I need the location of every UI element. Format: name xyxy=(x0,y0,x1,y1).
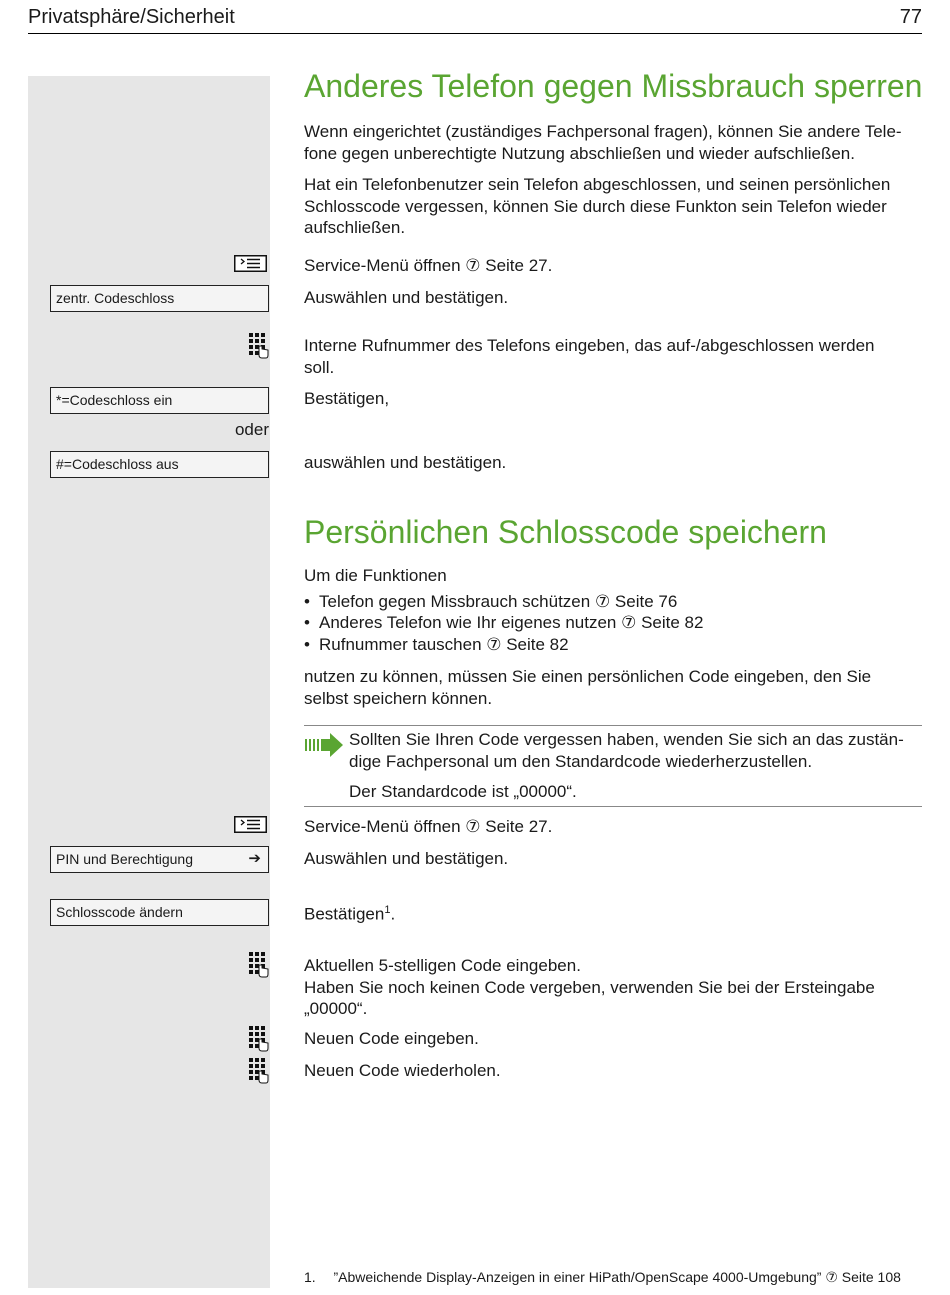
para2-line2: Schlosscode vergessen, können Sie durch diese Funkton sein Telefon wieder xyxy=(304,196,887,216)
step-service-menu-1: Service-Menü öffnen ⑦ Seite 27. xyxy=(304,256,553,275)
display-item-codeschloss-ein[interactable] xyxy=(50,387,269,414)
display-item-schlosscode-aendern[interactable] xyxy=(50,899,269,926)
section2-outro xyxy=(304,666,924,709)
step-confirm-text: Bestätigen xyxy=(304,904,385,924)
note-bottom-rule xyxy=(304,806,922,807)
display-item-label: Schlosscode ändern xyxy=(56,904,183,920)
outro-line2: selbst speichern können. xyxy=(304,688,493,708)
section2-intro: Um die Funktionen xyxy=(304,566,447,585)
display-item-codeschloss-aus[interactable] xyxy=(50,451,269,478)
note-top-rule xyxy=(304,725,922,726)
footnote-text: ”Abweichende Display-Anzeigen in einer HiPath/OpenScape 4000-Umgebung” ⑦ Seite 108 xyxy=(333,1269,901,1285)
para1-line1: Wenn eingerichtet (zuständiges Fachpersonal fragen), können Sie andere Tele- xyxy=(304,122,902,141)
display-item-label: zentr. Codeschloss xyxy=(56,290,175,306)
bullet-text: Anderes Telefon wie Ihr eigenes nutzen ⑦ Seite 82 xyxy=(319,613,704,632)
step-select-confirm: auswählen und bestätigen. xyxy=(304,453,507,472)
step-number-line2: soll. xyxy=(304,357,335,377)
step-current-line1: Aktuellen 5-stelligen Code eingeben. xyxy=(304,956,581,975)
bullet-dot: • xyxy=(304,613,310,632)
step-confirm-end: . xyxy=(390,904,396,924)
keypad-icon xyxy=(249,1058,269,1084)
note-line1: Sollten Sie Ihren Code vergessen haben, wenden Sie sich an das zustän- xyxy=(349,730,904,749)
arrow-right-icon: ➔ xyxy=(248,850,261,867)
section1-heading: Anderes Telefon gegen Missbrauch sperren xyxy=(304,68,923,104)
keypad-icon xyxy=(249,1026,269,1052)
menu-key-icon xyxy=(234,816,267,833)
note-line2: dige Fachpersonal um den Standardcode wiederherzustellen. xyxy=(349,751,813,771)
step-current-line2: Haben Sie noch keinen Code vergeben, verwenden Sie bei der Ersteingabe xyxy=(304,977,875,997)
display-item-codeschloss[interactable] xyxy=(50,285,269,312)
bullet-item xyxy=(304,634,569,656)
bullet-dot: • xyxy=(304,635,310,654)
page-number: 77 xyxy=(899,6,922,28)
bullet-item xyxy=(304,612,703,634)
step-current-line3: „00000“. xyxy=(304,999,368,1018)
step-number-line1: Interne Rufnummer des Telefons eingeben, das auf-/abgeschlossen werden xyxy=(304,336,875,355)
bullet-text: Rufnummer tauschen ⑦ Seite 82 xyxy=(319,635,569,654)
step-select-1: Auswählen und bestätigen. xyxy=(304,288,509,307)
bullet-dot: • xyxy=(304,592,310,611)
display-item-label: *=Codeschloss ein xyxy=(56,392,173,408)
para1-line2: fone gegen unberechtigte Nutzung abschließen und wieder aufschließen. xyxy=(304,143,855,163)
header-divider xyxy=(28,33,922,34)
keypad-icon xyxy=(249,952,269,978)
section1-paragraph2 xyxy=(304,174,924,239)
display-item-label: #=Codeschloss aus xyxy=(56,456,179,472)
para2-line3: aufschließen. xyxy=(304,218,406,237)
step-repeat-code: Neuen Code wiederholen. xyxy=(304,1061,501,1080)
label-oder: oder xyxy=(234,420,269,439)
footnote xyxy=(304,1269,901,1286)
step-confirm-2 xyxy=(304,900,924,925)
display-item-pin-berechtigung[interactable] xyxy=(50,846,269,873)
step-service-menu-2: Service-Menü öffnen ⑦ Seite 27. xyxy=(304,817,553,836)
footnote-number: 1. xyxy=(304,1269,316,1285)
footnote-ref[interactable]: 1 xyxy=(384,904,391,916)
header-title: Privatsphäre/Sicherheit xyxy=(28,6,235,28)
step-select-2: Auswählen und bestätigen. xyxy=(304,849,509,868)
note-arrow-icon xyxy=(304,732,344,758)
keypad-icon xyxy=(249,333,269,359)
display-item-label: PIN und Berechtigung xyxy=(56,851,193,867)
step-enter-number xyxy=(304,335,924,378)
para2-line1: Hat ein Telefonbenutzer sein Telefon abgeschlossen, und seinen persönlichen xyxy=(304,175,891,194)
outro-line1: nutzen zu können, müssen Sie einen persönlichen Code eingeben, den Sie xyxy=(304,667,872,686)
section1-paragraph1 xyxy=(304,121,924,164)
note-default-code: Der Standardcode ist „00000“. xyxy=(349,782,577,801)
bullet-item xyxy=(304,591,677,613)
step-new-code: Neuen Code eingeben. xyxy=(304,1029,479,1048)
menu-key-icon xyxy=(234,255,267,272)
bullet-text: Telefon gegen Missbrauch schützen ⑦ Seite 76 xyxy=(319,592,678,611)
section2-heading: Persönlichen Schlosscode speichern xyxy=(304,514,827,550)
note-text xyxy=(349,729,924,772)
step-confirm-1: Bestätigen, xyxy=(304,389,390,408)
step-current-code xyxy=(304,955,924,1020)
